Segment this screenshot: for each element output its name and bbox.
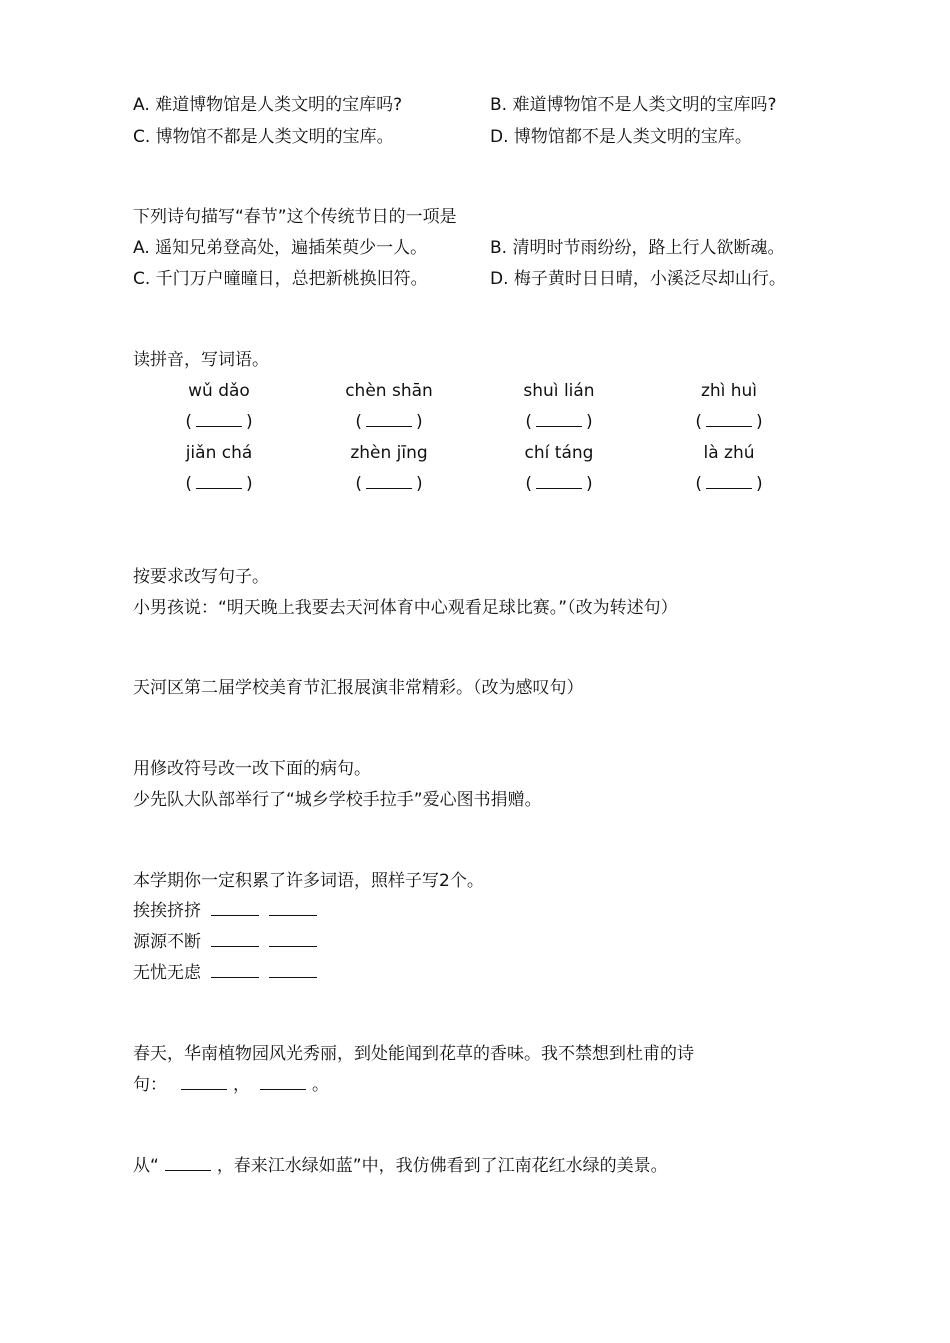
q7-line-1: 春天，华南植物园风光秀丽，到处能闻到花草的香味。我不禁想到杜甫的诗: [133, 1044, 694, 1064]
pinyin-item: là zhú: [703, 443, 755, 463]
answer-blank[interactable]: [211, 963, 259, 978]
q3-prompt: 读拼音，写词语。: [133, 350, 269, 370]
q2-option-b[interactable]: B. 清明时节雨纷纷，路上行人欲断魂。: [490, 238, 785, 258]
answer-blank[interactable]: [181, 1075, 227, 1090]
pinyin-item: wǔ dǎo: [188, 381, 250, 401]
q6-example: 挨挨挤挤: [133, 901, 201, 921]
q2-prompt: 下列诗句描写“春节”这个传统节日的一项是: [133, 207, 457, 227]
q5-sentence: 少先队大队部举行了“城乡学校手拉手”爱心图书捐赠。: [133, 790, 542, 810]
pinyin-item: chèn shān: [345, 381, 433, 401]
q2-option-c[interactable]: C. 千门万户曈曈日，总把新桃换旧符。: [133, 269, 428, 289]
q2-option-d[interactable]: D. 梅子黄时日日晴，小溪泛尽却山行。: [490, 269, 786, 289]
q8-sentence: 从“ ，春来江水绿如蓝”中，我仿佛看到了江南花红水绿的美景。: [133, 1156, 668, 1176]
answer-blank[interactable]: ( ): [185, 474, 253, 494]
answer-blank[interactable]: [211, 901, 259, 916]
answer-blank[interactable]: [211, 932, 259, 947]
pinyin-item: jiǎn chá: [185, 443, 253, 463]
q6-prompt: 本学期你一定积累了许多词语，照样子写2个。: [133, 871, 484, 891]
answer-blank[interactable]: ( ): [185, 412, 253, 432]
q6-row: [133, 931, 317, 953]
answer-blank[interactable]: [260, 1075, 306, 1090]
q1-option-d[interactable]: D. 博物馆都不是人类文明的宝库。: [490, 127, 752, 147]
q5-prompt: 用修改符号改一改下面的病句。: [133, 759, 371, 779]
pinyin-item: zhì huì: [700, 381, 758, 401]
q7-line-2: 句： ， 。: [133, 1075, 329, 1095]
answer-blank[interactable]: ( ): [695, 412, 763, 432]
q6-example: 源源不断: [133, 932, 201, 952]
answer-blank[interactable]: [269, 901, 317, 916]
answer-blank[interactable]: [165, 1156, 211, 1171]
answer-blank[interactable]: ( ): [355, 412, 423, 432]
pinyin-item: zhèn jīng: [350, 443, 428, 463]
q6-row: [133, 962, 317, 984]
q1-option-a[interactable]: A. 难道博物馆是人类文明的宝库吗?: [133, 95, 403, 115]
q6-example: 无忧无虑: [133, 963, 201, 983]
answer-blank[interactable]: [269, 963, 317, 978]
q1-option-c[interactable]: C. 博物馆不都是人类文明的宝库。: [133, 127, 394, 147]
q2-option-a[interactable]: A. 遥知兄弟登高处，遍插茱萸少一人。: [133, 238, 428, 258]
answer-blank[interactable]: ( ): [695, 474, 763, 494]
q4-sentence-2: 天河区第二届学校美育节汇报展演非常精彩。（改为感叹句）: [133, 678, 584, 698]
pinyin-item: shuì lián: [523, 381, 595, 401]
answer-blank[interactable]: ( ): [525, 412, 593, 432]
pinyin-item: chí táng: [524, 443, 594, 463]
q4-prompt: 按要求改写句子。: [133, 567, 269, 587]
answer-blank[interactable]: ( ): [355, 474, 423, 494]
q6-row: [133, 900, 317, 922]
answer-blank[interactable]: ( ): [525, 474, 593, 494]
q1-option-b[interactable]: B. 难道博物馆不是人类文明的宝库吗?: [490, 95, 777, 115]
answer-blank[interactable]: [269, 932, 317, 947]
q4-sentence-1: 小男孩说：“明天晚上我要去天河体育中心观看足球比赛。”（改为转述句）: [133, 598, 678, 618]
